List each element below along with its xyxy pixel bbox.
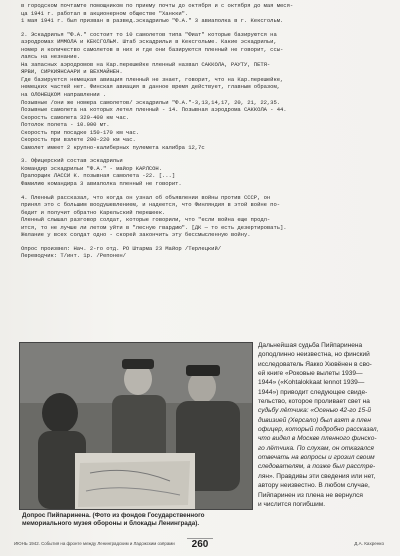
footer-book-title: ИЮНЬ 1942. События на фронте между Ленинградским и Ладожским озёрами — [14, 541, 175, 546]
commentary-line: 1944») приводит следующее свиде- — [258, 388, 368, 396]
commentary-line: что видел в Москве пленного финско- — [258, 435, 377, 443]
typed-line: Потолок полета - 10.000 мт. — [21, 121, 110, 129]
typed-line: Позывные /они же номера самолетов/ эскадрильи "Ф.А."-3,13,14,17, 20, 21, 22,35. — [21, 98, 281, 106]
typed-line: Переводчик: Т/инт. 1р. /Репонен/ — [21, 252, 126, 260]
commentary-line: офицер, который подробно рассказал, — [258, 426, 379, 434]
typed-line: аэродромах ИММОЛА и КЕКСГОЛЬМ. Штаб эскадрильи в Кексгольме. Какие эскадрильи, — [21, 38, 277, 46]
footer-author: Д.А. Кахренко — [354, 541, 384, 546]
typed-line: Опрос произвел: Нач. 2-го отд. РО Штарма 23 Майор /Терлецкий/ — [21, 244, 221, 252]
typed-line: Позывные самолета на которых летел пленный - 14. Позывная аэродрома САККОЛА - 44. — [21, 106, 287, 114]
typed-line: принял это с большим воодушевлением, и надеется, что Финляндия в этой войне по- — [21, 201, 281, 209]
commentary-line: судьбу лётчика: «Осенью 42-го 15-й — [258, 407, 371, 415]
typed-line: 3. Офицерский состав эскадрильи — [21, 157, 123, 165]
commentary-line: лян». Правдивы эти сведения или нет, — [258, 472, 376, 480]
typed-line: ится, то не лучше ли летом уйти в "лесную гвардию". [ДК — то есть дезертировать]. — [21, 223, 287, 231]
commentary-line: го лётчика. По слухам, он отказался — [258, 444, 374, 452]
page-number: 260 — [187, 538, 213, 553]
commentary-line: ей книге «Роковые вылеты 1939— — [258, 370, 363, 378]
typed-line: лаясь на незнание. — [21, 53, 81, 61]
typed-line: Скорость при посадке 150-170 км час. — [21, 128, 140, 136]
typed-line: Скорость самолета 320-400 км час. — [21, 113, 130, 121]
typed-line: Фамилию командира 3 авиаполка пленный не говорит. — [21, 180, 182, 188]
typed-line: Пленный слышал разговор солдат, которые говорили, что "если война еще продл- — [21, 216, 271, 224]
commentary-line: Дальнейшая судьба Пийпаринена — [258, 342, 363, 349]
typed-line: номер и количество самолетов в них и где они базируются пленный не говорит, ссы- — [21, 45, 284, 53]
typed-line: 2. Эскадрилья "Ф.А." состоит то 10 самолетов типа "Фиат" которые базируются на — [21, 30, 277, 38]
commentary-line: автору неизвестно. В любом случае, — [258, 482, 370, 490]
typed-line: Прапорщик ЛАССИ К. позывная самолета -22. [...] — [21, 172, 176, 180]
typed-line: на ОЛОНЕЦКОМ направлении . — [21, 91, 107, 99]
typed-line: ца 1941 г. работал в акционерном обществе "Ханкки". — [21, 9, 189, 17]
commentary-line: тельство, которое проливает свет на — [258, 398, 370, 406]
typed-line: Желание у всех солдат одно - скорей закончить эту бессмысленную войну. — [21, 231, 251, 239]
typed-line: Самолет имеет 2 крупно-калиберных пулемета калибра 12,7с — [21, 143, 205, 151]
typed-line: в городском почтамте помощником по приему почты до октября и с октября до мая меся- — [21, 2, 294, 9]
typed-line: немецких частей нет. Финская авиация в данное время действует, главным образом, — [21, 83, 281, 91]
interrogation-photo — [19, 342, 253, 510]
typed-line: 4. Пленный рассказал, что когда он узнал об объявлении войны против СССР, он — [21, 193, 271, 201]
commentary-line: доподлинно неизвестна, но финский — [258, 351, 370, 359]
commentary-line: дивизией (Херсало) был взят в плен — [258, 416, 371, 424]
commentary-line: следователям, а позже был расстре- — [258, 463, 376, 471]
author-commentary — [258, 341, 386, 509]
typed-line: На запасных аэродромов на Кар.перешейке пленный назвал САККОЛА, РАУТУ, ПЕТЯ- — [21, 60, 271, 68]
commentary-line: и числится погибшим. — [258, 500, 326, 508]
typed-line: ЯРВИ, СИРКИЯНСААРИ и ВЕХМАЙНЕН. — [21, 68, 123, 76]
typed-line: бедит и получит обратно Карельский перешеек. — [21, 208, 166, 216]
typed-line: 1 мая 1941 г. был призван в развед.эскадрилью "Ф.А." 3 авиаполка в г. Кексгольм. — [21, 17, 284, 25]
commentary-line: 1944» («Kohtalokkaat lennot 1939— — [258, 379, 365, 387]
typed-line: Где базируется немецкая авиация пленный не знает, говорит, что на Кар.перешейке, — [21, 75, 284, 83]
commentary-line: отвечать на вопросы и грозил своим — [258, 454, 375, 462]
typewritten-document — [21, 2, 383, 260]
commentary-line: исследователь Яакко Хювёнен в сво- — [258, 360, 372, 368]
commentary-line: Пийпаринен из плена не вернулся — [258, 491, 363, 499]
typed-line: Командир эскадрильи "Ф.А." - майор КАРЛСОН. — [21, 164, 162, 172]
photo-caption: Допрос Пийпаринена. (Фото из фондов Государственного мемориального музея обороны и блокады Ленинграда). — [22, 512, 205, 527]
typed-line: Скорость при взлете 200-220 км час. — [21, 136, 136, 144]
